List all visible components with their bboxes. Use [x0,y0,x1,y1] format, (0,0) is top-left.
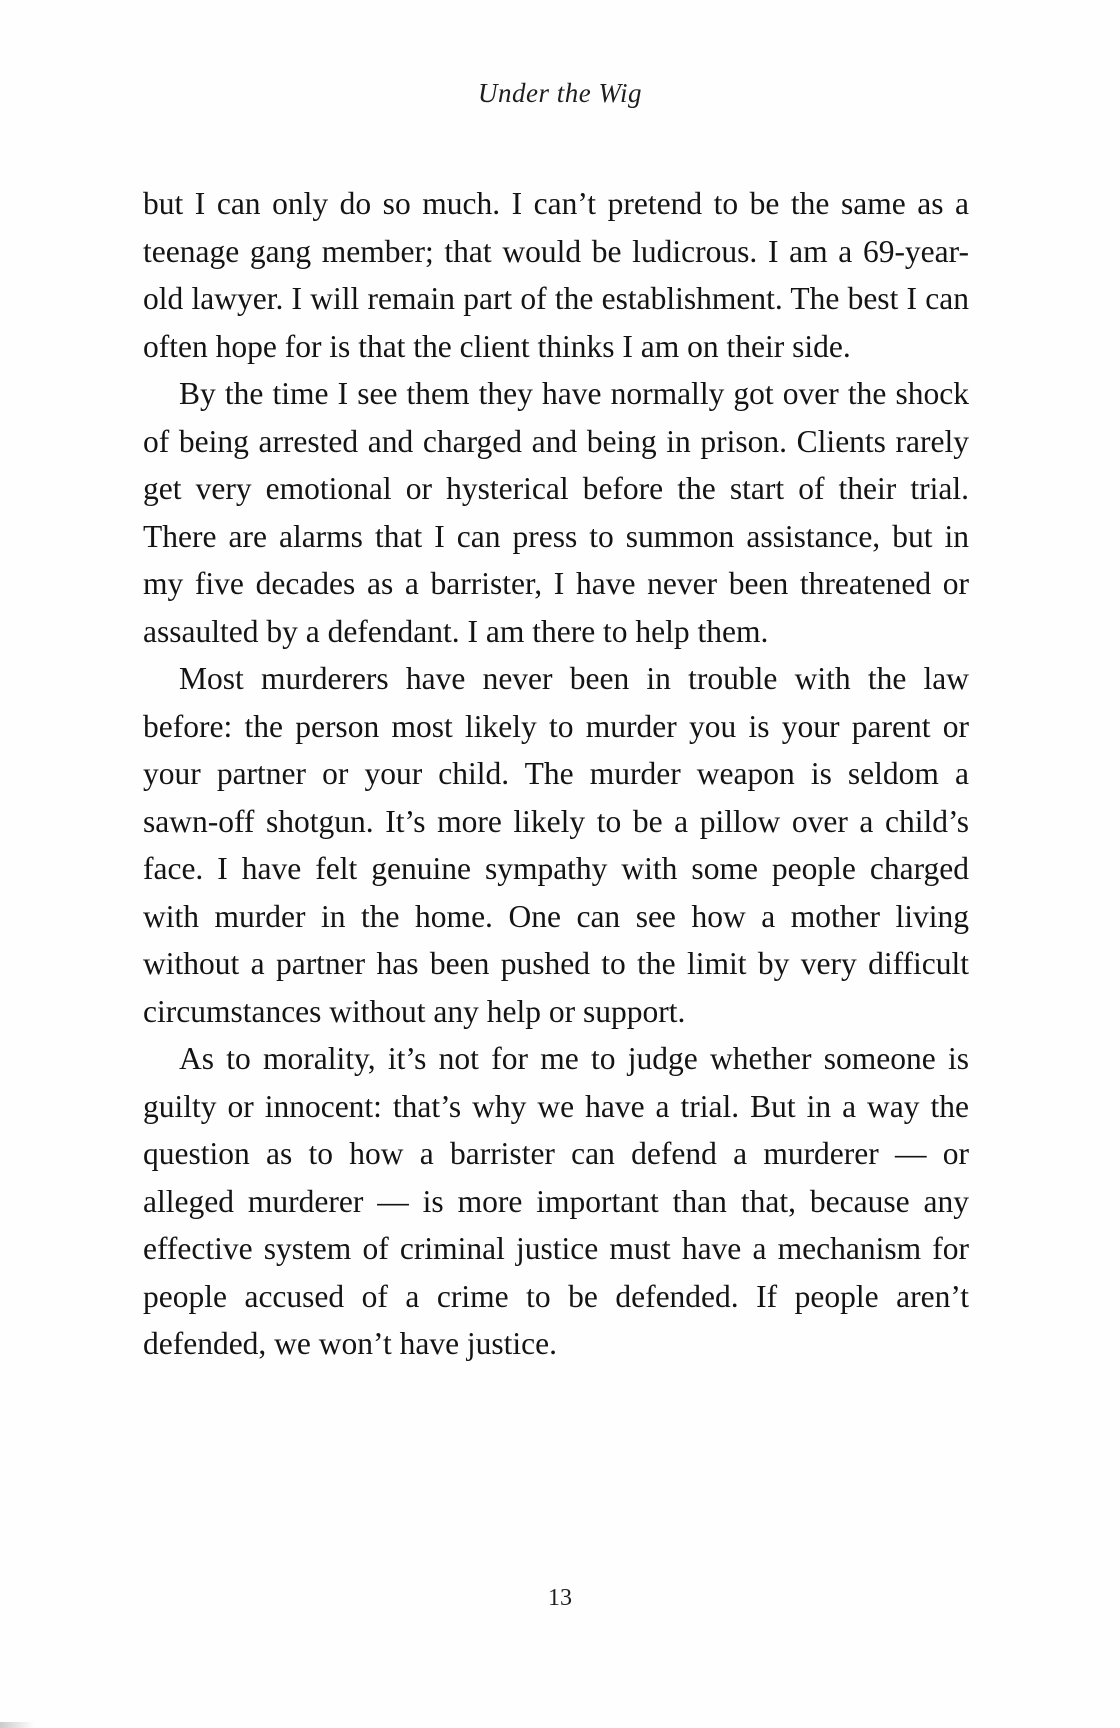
paragraph-2: By the time I see them they have normally got over the shock of being arrested and charged and being in prison. Clients rarely get very emotional or hysterical before the start of their trial. There are alarms that I can press to summon assistance, but in my five decades as a barrister, I have never been threatened or assaulted by a defendant. I am there to help them. [143,376,969,649]
page-number: 13 [548,1585,572,1611]
body-text [143,180,969,1368]
paragraph-3: Most murderers have never been in trouble with the law before: the person most likely to murder you is your parent or your partner or your child. The murder weapon is seldom a sawn-off shotgun. It’s more likely to be a pillow over a child’s face. I have felt genuine sympathy with some people charged with murder in the home. One can see how a mother living without a partner has been pushed to the limit by very difficult circumstances without any help or support. [143,661,969,1029]
scan-edge-mark [0,1722,34,1728]
paragraph-4: As to morality, it’s not for me to judge whether someone is guilty or innocent: that’s why we have a trial. But in a way the question as to how a barrister can defend a murderer — or alleged murderer — is more important than that, because any effective system of criminal justice must have a mechanism for people accused of a crime to be defended. If people aren’t defended, we won’t have justice. [143,1041,969,1361]
running-head: Under the Wig [478,78,642,108]
paragraph-1: but I can only do so much. I can’t pretend to be the same as a teenage gang member; that would be ludicrous. I am a 69-year-old lawyer. I will remain part of the establishment. The best I can often hope for is that the client thinks I am on their side. [143,186,969,364]
